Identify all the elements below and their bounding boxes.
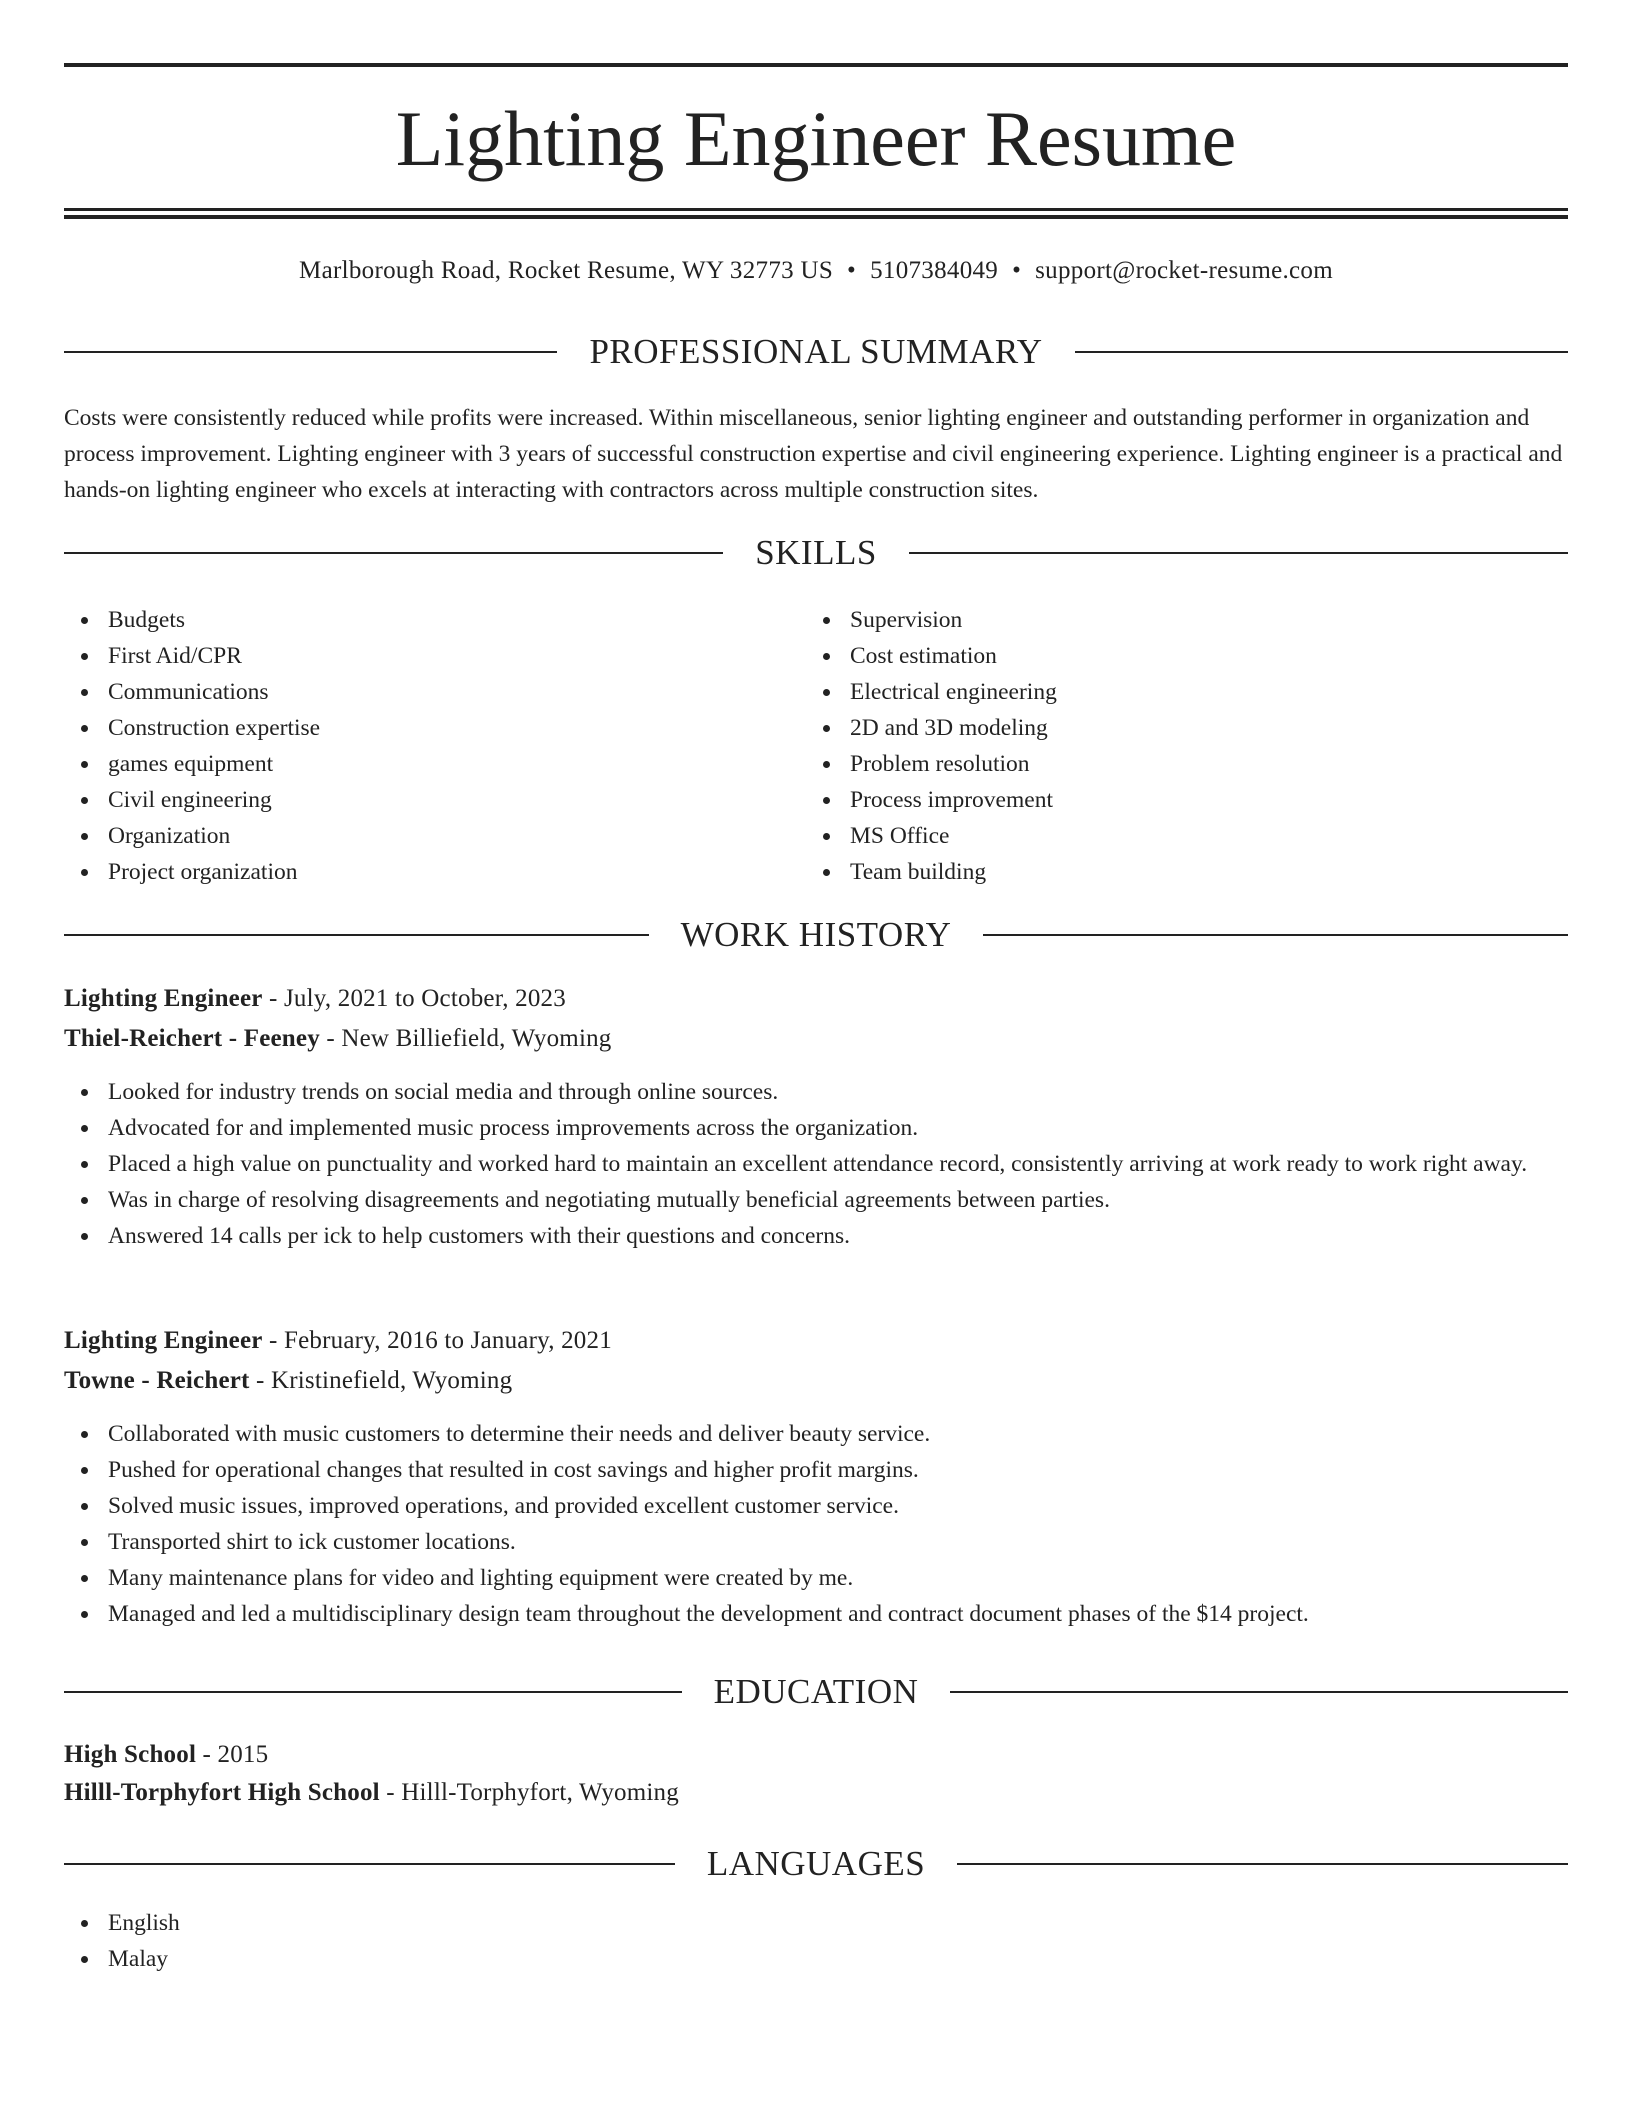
skill-item: games equipment — [64, 746, 806, 782]
job-company-line — [64, 1020, 1568, 1058]
divider-line — [64, 1691, 682, 1693]
contact-address: Marlborough Road, Rocket Resume, WY 32773 US — [299, 257, 834, 284]
divider-line — [64, 552, 723, 554]
divider-line — [64, 934, 649, 936]
job-bullet: Transported shirt to ick customer locations. — [64, 1524, 1568, 1560]
divider-line — [1075, 351, 1568, 353]
job-dates: - July, 2021 to October, 2023 — [262, 985, 566, 1012]
job-bullets — [64, 1416, 1568, 1632]
job-bullet: Pushed for operational changes that resulted in cost savings and higher profit margins. — [64, 1452, 1568, 1488]
education-year: - 2015 — [196, 1741, 269, 1768]
contact-separator: • — [847, 257, 857, 284]
divider-line — [957, 1863, 1568, 1865]
skill-item: Communications — [64, 674, 806, 710]
job-title: Lighting Engineer — [64, 1327, 263, 1354]
divider-line — [64, 351, 557, 353]
skills-column-right — [806, 602, 1548, 890]
skill-item: Construction expertise — [64, 710, 806, 746]
summary-heading: PROFESSIONAL SUMMARY — [589, 332, 1043, 371]
summary-text: Costs were consistently reduced while profits were increased. Within miscellaneous, senior lighting engineer and outstanding performer in organization and process improvement. Lighting engineer with 3 years of successful construction expertise and civil engineering experience. Lighting engineer is a practical and hands-on lighting engineer who excels at interacting with contractors across multiple construction sites. — [64, 405, 1563, 503]
divider-line — [909, 552, 1568, 554]
contact-line — [64, 255, 1568, 287]
skills-heading: SKILLS — [755, 533, 877, 572]
education-school: Hilll-Torphyfort High School — [64, 1779, 380, 1806]
education-location: - Hilll-Torphyfort, Wyoming — [379, 1779, 679, 1806]
job-company: Thiel-Reichert - Feeney — [64, 1025, 320, 1052]
contact-email: support@rocket-resume.com — [1035, 257, 1333, 284]
skills-section-header — [64, 533, 1568, 573]
skill-item: Cost estimation — [806, 638, 1548, 674]
divider-line — [64, 1863, 675, 1865]
skill-item: Process improvement — [806, 782, 1548, 818]
education-school-line — [64, 1774, 1568, 1812]
skill-item: Project organization — [64, 854, 806, 890]
skill-item: Electrical engineering — [806, 674, 1548, 710]
job-bullet: Many maintenance plans for video and lighting equipment were created by me. — [64, 1560, 1568, 1596]
skill-item: Team building — [806, 854, 1548, 890]
skill-item: Problem resolution — [806, 746, 1548, 782]
header-bottom-rule — [64, 208, 1568, 211]
job-bullet: Was in charge of resolving disagreements and negotiating mutually beneficial agreements between parties. — [64, 1182, 1568, 1218]
job-company-line — [64, 1362, 1568, 1400]
skill-item: Civil engineering — [64, 782, 806, 818]
summary-section-header — [64, 332, 1568, 372]
education-section-header — [64, 1672, 1568, 1712]
page-title: Lighting Engineer Resume — [395, 95, 1237, 182]
job-bullet: Looked for industry trends on social media and through online sources. — [64, 1074, 1568, 1110]
languages-list — [64, 1905, 1568, 1977]
language-item: Malay — [64, 1941, 1568, 1977]
job-title-line — [64, 980, 1568, 1018]
divider-line — [950, 1691, 1568, 1693]
education-degree: High School — [64, 1741, 197, 1768]
skills-list — [64, 602, 1568, 890]
job-bullet: Advocated for and implemented music process improvements across the organization. — [64, 1110, 1568, 1146]
skill-item: Supervision — [806, 602, 1548, 638]
skill-item: Budgets — [64, 602, 806, 638]
education-heading: EDUCATION — [713, 1672, 919, 1711]
job-bullet: Placed a high value on punctuality and worked hard to maintain an excellent attendance record, consistently arriving at work ready to work right away. — [64, 1146, 1568, 1182]
job-bullet: Managed and led a multidisciplinary design team throughout the development and contract document phases of the $14 project. — [64, 1596, 1568, 1632]
skill-item: Organization — [64, 818, 806, 854]
job-title-line — [64, 1322, 1568, 1360]
contact-phone: 5107384049 — [870, 257, 999, 284]
job-bullets — [64, 1074, 1568, 1254]
divider-line — [983, 934, 1568, 936]
header-bottom-rule-thick — [64, 215, 1568, 219]
skills-column-left — [64, 602, 806, 890]
contact-separator: • — [1012, 257, 1022, 284]
skill-item: MS Office — [806, 818, 1548, 854]
job-location: - New Billiefield, Wyoming — [319, 1025, 612, 1052]
job-location: - Kristinefield, Wyoming — [249, 1367, 513, 1394]
skill-item: First Aid/CPR — [64, 638, 806, 674]
job-title: Lighting Engineer — [64, 985, 263, 1012]
languages-heading: LANGUAGES — [706, 1844, 926, 1883]
work-section-header — [64, 915, 1568, 955]
job-bullet: Collaborated with music customers to determine their needs and deliver beauty service. — [64, 1416, 1568, 1452]
work-heading: WORK HISTORY — [680, 915, 952, 954]
skill-item: 2D and 3D modeling — [806, 710, 1548, 746]
job-bullet: Solved music issues, improved operations, and provided excellent customer service. — [64, 1488, 1568, 1524]
job-company: Towne - Reichert — [64, 1367, 250, 1394]
languages-section-header — [64, 1844, 1568, 1884]
header-top-rule — [64, 63, 1568, 67]
education-degree-line — [64, 1736, 1568, 1774]
job-bullet: Answered 14 calls per ick to help customers with their questions and concerns. — [64, 1218, 1568, 1254]
language-item: English — [64, 1905, 1568, 1941]
job-dates: - February, 2016 to January, 2021 — [262, 1327, 612, 1354]
